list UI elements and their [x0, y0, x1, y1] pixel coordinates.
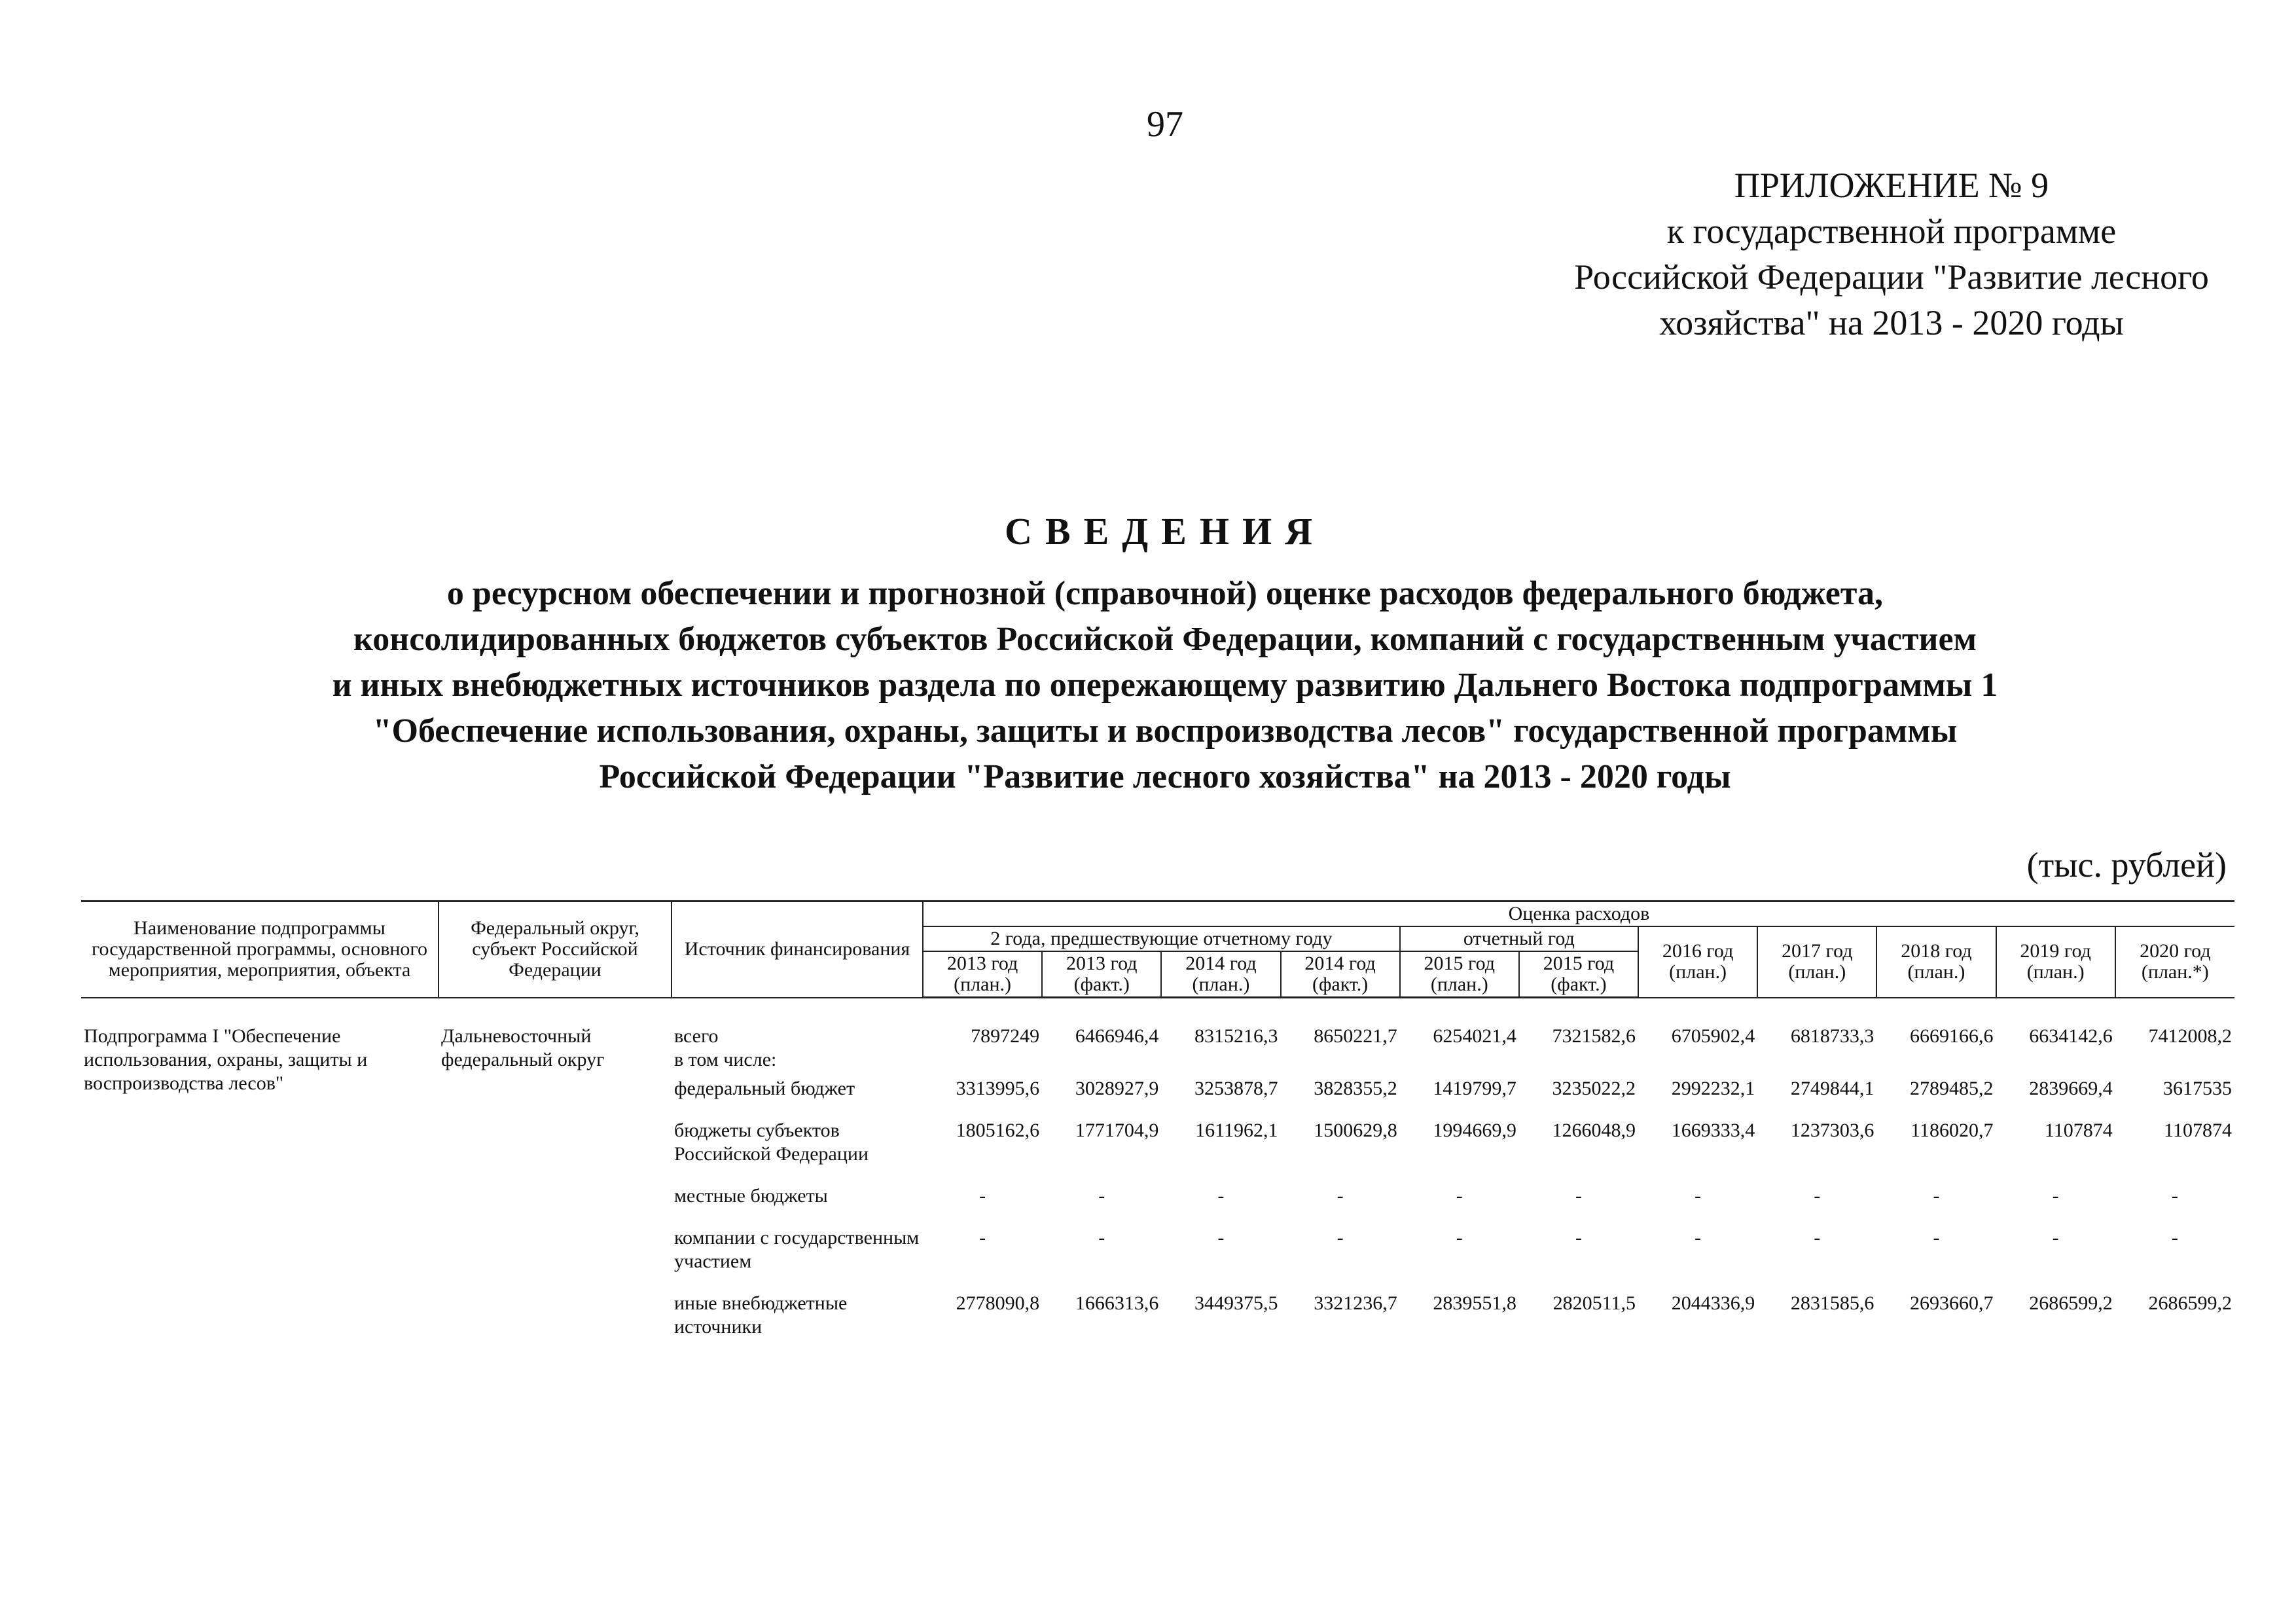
value-cell: 2839551,8: [1433, 1292, 1516, 1314]
value-cell: 2820511,5: [1552, 1292, 1636, 1314]
page-number: 97: [1147, 104, 1183, 145]
header-report-year: отчетный год: [1400, 926, 1638, 951]
value-cell: -: [1575, 1226, 1582, 1249]
header-year-col: 2020 год (план.*): [2115, 926, 2234, 998]
value-cell: 3321236,7: [1314, 1292, 1397, 1314]
value-cell: -: [1217, 1184, 1225, 1207]
value-cell: 1107874: [2164, 1119, 2232, 1141]
source-cell: иные внебюджетные источники: [674, 1292, 848, 1338]
value-cell: -: [1456, 1184, 1463, 1207]
value-cell: 2686599,2: [2029, 1292, 2113, 1314]
header-prev-years: 2 года, предшествующие отчетному году: [923, 926, 1400, 951]
value-cell: 7321582,6: [1552, 1025, 1636, 1047]
document-subtitle: [164, 571, 2166, 800]
source-cell: компании с государственным участием: [674, 1226, 920, 1272]
subtitle-line: "Обеспечение использования, охраны, защиты и воспроизводства лесов" государственной программы: [372, 712, 1958, 750]
district-cell: Дальневосточный федеральный округ: [441, 1025, 605, 1070]
value-cell: 1266048,9: [1552, 1119, 1636, 1141]
appendix-title: ПРИЛОЖЕНИЕ № 9: [1734, 166, 2049, 205]
subtitle-line: Российской Федерации "Развитие лесного хозяйства" на 2013 - 2020 годы: [599, 758, 1731, 795]
header-source: Источник финансирования: [672, 902, 923, 998]
value-cell: 2778090,8: [956, 1292, 1040, 1314]
expenditure-table: [81, 900, 2234, 1339]
value-cell: -: [2052, 1184, 2059, 1207]
value-cell: 1611962,1: [1195, 1119, 1278, 1141]
header-year-col: 2015 год (план.): [1400, 951, 1519, 998]
value-cell: 1500629,8: [1314, 1119, 1397, 1141]
appendix-line: к государственной программе: [1666, 211, 2117, 251]
value-cell: -: [979, 1226, 986, 1249]
value-cell: -: [2052, 1226, 2059, 1249]
value-cell: 6254021,4: [1433, 1025, 1516, 1047]
header-year-col: 2018 год (план.): [1876, 926, 1996, 998]
value-cell: -: [1814, 1184, 1821, 1207]
header-year-col: 2013 год (план.): [923, 951, 1042, 998]
value-cell: 1994669,9: [1433, 1119, 1516, 1141]
header-district: Федеральный округ, субъект Российской Федерации: [439, 902, 672, 998]
header-year-col: 2017 год (план.): [1757, 926, 1876, 998]
value-cell: 2686599,2: [2148, 1292, 2232, 1314]
value-cell: 2044336,9: [1671, 1292, 1755, 1314]
value-cell: 1107874: [2044, 1119, 2113, 1141]
value-cell: 1666313,6: [1075, 1292, 1159, 1314]
value-cell: 6818733,3: [1790, 1025, 1874, 1047]
source-cell: федеральный бюджет: [674, 1077, 855, 1099]
value-cell: 1805162,6: [956, 1119, 1040, 1141]
header-year-col: 2016 год (план.): [1638, 926, 1757, 998]
value-cell: 2693660,7: [1910, 1292, 1994, 1314]
value-cell: 3617535: [2163, 1077, 2232, 1099]
value-cell: 6669166,6: [1910, 1025, 1994, 1047]
value-cell: 2992232,1: [1671, 1077, 1755, 1099]
value-cell: 8650221,7: [1314, 1025, 1397, 1047]
document-heading: СВЕДЕНИЯ: [1005, 510, 1325, 553]
value-cell: 7897249: [971, 1025, 1040, 1047]
value-cell: 6705902,4: [1671, 1025, 1755, 1047]
value-cell: 2749844,1: [1790, 1077, 1874, 1099]
value-cell: 2831585,6: [1790, 1292, 1874, 1314]
appendix-block: [1532, 162, 2251, 346]
value-cell: 6466946,4: [1075, 1025, 1159, 1047]
value-cell: 1237303,6: [1790, 1119, 1874, 1141]
value-cell: 1771704,9: [1075, 1119, 1159, 1141]
value-cell: 8315216,3: [1194, 1025, 1278, 1047]
value-cell: -: [1098, 1226, 1105, 1249]
program-name-cell: Подпрограмма I "Обеспечение использования, охраны, защиты и воспроизводства лесов": [84, 1025, 368, 1094]
header-estimate: Оценка расходов: [923, 902, 2234, 927]
value-cell: 7412008,2: [2148, 1025, 2232, 1047]
value-cell: 3828355,2: [1314, 1077, 1397, 1099]
header-year-col: 2014 год (план.): [1161, 951, 1280, 998]
value-cell: 1419799,7: [1433, 1077, 1516, 1099]
value-cell: -: [2171, 1184, 2178, 1207]
value-cell: -: [2171, 1226, 2178, 1249]
value-cell: -: [1933, 1184, 1940, 1207]
header-year-col: 2019 год (план.): [1996, 926, 2115, 998]
value-cell: 3253878,7: [1194, 1077, 1278, 1099]
source-cell: бюджеты субъектов Российской Федерации: [674, 1119, 869, 1165]
value-cell: 2789485,2: [1910, 1077, 1994, 1099]
value-cell: 1669333,4: [1671, 1119, 1755, 1141]
header-year-col: 2014 год (факт.): [1281, 951, 1400, 998]
value-cell: -: [1575, 1184, 1582, 1207]
appendix-line: Российской Федерации "Развитие лесного: [1574, 257, 2209, 297]
source-cell: всего в том числе:: [674, 1025, 777, 1070]
value-cell: -: [1456, 1226, 1463, 1249]
value-cell: -: [979, 1184, 986, 1207]
header-name: Наименование подпрограммы государственной программы, основного мероприятия, мероприятия, объекта: [81, 902, 439, 998]
units-label: (тыс. рублей): [2026, 845, 2227, 884]
value-cell: 3449375,5: [1194, 1292, 1278, 1314]
subtitle-line: о ресурсном обеспечении и прогнозной (справочной) оценке расходов федерального бюджета,: [446, 575, 1884, 612]
table-row: [81, 998, 2234, 1072]
value-cell: -: [1933, 1226, 1940, 1249]
value-cell: -: [1217, 1226, 1225, 1249]
header-year-col: 2015 год (факт.): [1519, 951, 1638, 998]
value-cell: -: [1098, 1184, 1105, 1207]
subtitle-line: и иных внебюджетных источников раздела по опережающему развитию Дальнего Востока подпрограммы 1: [332, 666, 1998, 704]
value-cell: 3028927,9: [1075, 1077, 1159, 1099]
subtitle-line: консолидированных бюджетов субъектов Российской Федерации, компаний с государственным участием: [353, 621, 1977, 658]
value-cell: 3313995,6: [956, 1077, 1040, 1099]
source-cell: местные бюджеты: [674, 1184, 828, 1207]
value-cell: 6634142,6: [2029, 1025, 2113, 1047]
appendix-line: хозяйства" на 2013 - 2020 годы: [1659, 303, 2124, 342]
value-cell: 1186020,7: [1910, 1119, 1994, 1141]
value-cell: -: [1336, 1184, 1344, 1207]
value-cell: -: [1336, 1226, 1344, 1249]
value-cell: -: [1814, 1226, 1821, 1249]
header-year-col: 2013 год (факт.): [1042, 951, 1161, 998]
value-cell: 3235022,2: [1552, 1077, 1636, 1099]
value-cell: -: [1695, 1184, 1702, 1207]
value-cell: 2839669,4: [2029, 1077, 2113, 1099]
value-cell: -: [1695, 1226, 1702, 1249]
